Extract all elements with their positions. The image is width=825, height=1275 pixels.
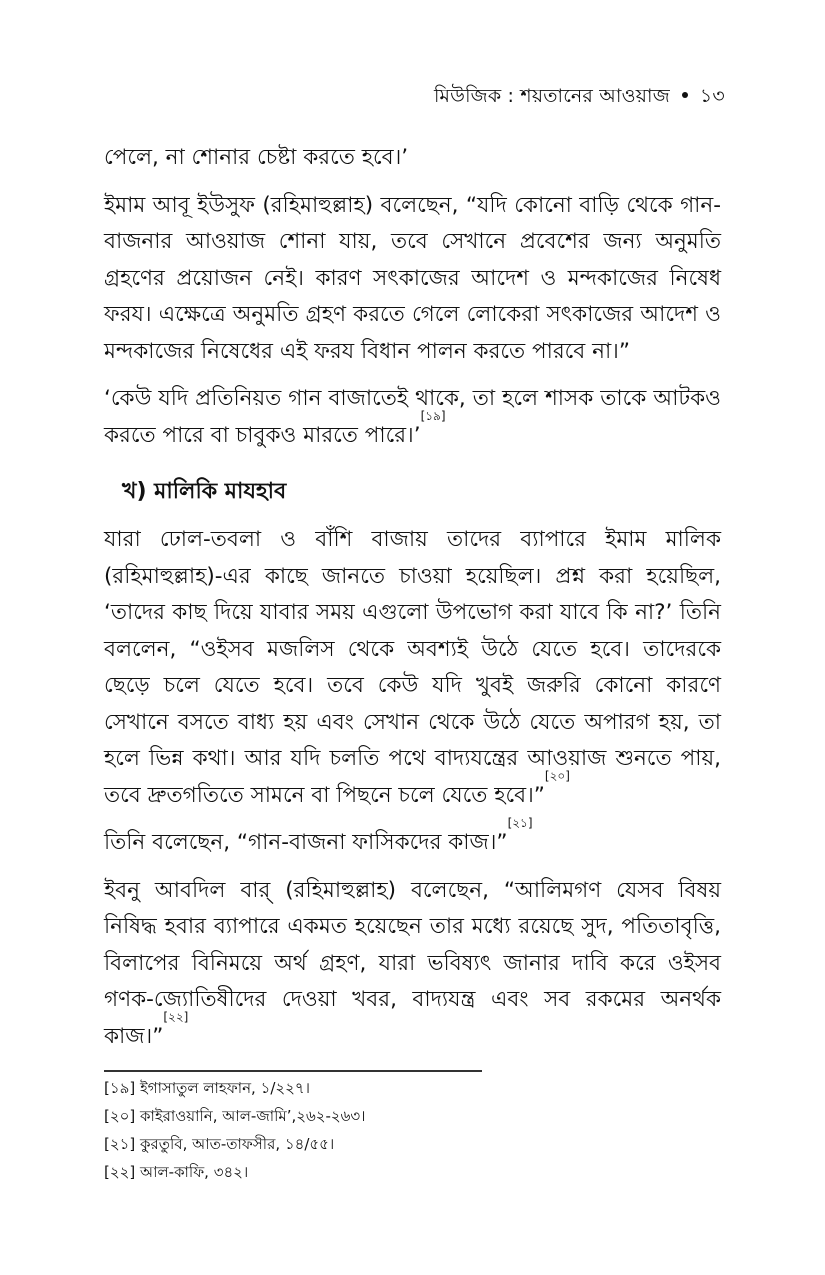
footnote-ref-20: [২০]: [544, 768, 570, 783]
paragraph-4-text: যারা ঢোল-তবলা ও বাঁশি বাজায় তাদের ব্যাপারে ইমাম মালিক (রহিমাহুল্লাহ)-এর কাছে জানতে চাওয়া হয়েছিল। প্রশ্ন করা হয়েছিল, ‘তাদের কাছ দিয়ে যাবার সময় এগুলো উপভোগ করা যাবে কি না?’ তিনি বললেন, “ওইসব মজলিস থেকে অবশ্যই উঠে যেতে হবে। তাদেরকে ছেড়ে চলে যেতে হবে। তবে কেউ যদি খুবই জরুরি কোনো কারণে সেখানে বসতে বাধ্য হয় এবং সেখান থেকে উঠে যেতে অপারগ হয়, তা হলে ভিন্ন কথা। আর যদি চলতি পথে বাদ্যযন্ত্রের আওয়াজ শুনতে পায়, তবে দ্রুতগতিতে সামনে বা পিছনে চলে যেতে হবে।”: [104, 527, 721, 808]
footnote-19: [১৯] ইগাসাতুল লাহফান, ১/২২৭।: [104, 1079, 310, 1097]
paragraph-1: পেলে, না শোনার চেষ্টা করতে হবে।’: [104, 145, 409, 170]
footnote-20: [২০] কাইরাওয়ানি, আল-জামি’,২৬২-২৬৩।: [104, 1107, 366, 1125]
footnote-22: [২২] আল-কাফি, ৩৪২।: [104, 1163, 249, 1181]
paragraph-4: [104, 522, 721, 814]
footnote-21: [২১] কুরতুবি, আত-তাফসীর, ১৪/৫৫।: [104, 1135, 335, 1153]
paragraph-2: ইমাম আবূ ইউসুফ (রহিমাহুল্লাহ) বলেছেন, “যদি কোনো বাড়ি থেকে গান-বাজনার আওয়াজ শোনা যায়, তবে সেখানে প্রবেশের জন্য অনুমতি গ্রহণের প্রয়োজন নেই। কারণ সৎকাজের আদেশ ও মন্দকাজের নিষেধ ফরয। এক্ষেত্রে অনুমতি গ্রহণ করতে গেলে লোকেরা সৎকাজের আদেশ ও মন্দকাজের নিষেধের এই ফরয বিধান পালন করতে পারবে না।”: [104, 192, 721, 364]
bullet-separator: [682, 92, 688, 98]
footnote-ref-22: [২২]: [163, 1009, 189, 1024]
body-text: [104, 140, 721, 1055]
paragraph-3-text: ‘কেউ যদি প্রতিনিয়ত গান বাজাতেই থাকে, তা হলে শাসক তাকে আটকও করতে পারে বা চাবুকও মারতে পারে।’: [104, 386, 721, 448]
paragraph-3: [104, 381, 721, 454]
paragraph-5: [104, 816, 721, 862]
paragraph-6-text: ইবনু আবদিল বার্ (রহিমাহুল্লাহ) বলেছেন, “আলিমগণ যেসব বিষয় নিষিদ্ধ হবার ব্যাপারে একমত হয়েছেন তার মধ্যে রয়েছে সুদ, পতিতাবৃত্তি, বিলাপের বিনিময়ে অর্থ গ্রহণ, যারা ভবিষ্যৎ জানার দাবি করে ওইসব গণক-জ্যোতিষীদের দেওয়া খবর, বাদ্যযন্ত্র এবং সব রকমের অনর্থক কাজ।”: [104, 877, 721, 1049]
footnote-ref-21: [২১]: [507, 816, 533, 830]
paragraph-6: [104, 873, 721, 1056]
page-number: ১৩: [699, 85, 725, 107]
running-header: [434, 82, 725, 114]
paragraph-5-text: তিনি বলেছেন, “গান-বাজনা ফাসিকদের কাজ।”: [104, 830, 508, 855]
footnote-divider: [104, 1070, 482, 1072]
section-heading: খ) মালিকি মাযহাব: [122, 479, 287, 504]
footnote-ref-19: [১৯]: [420, 408, 446, 423]
running-title: মিউজিক : শয়তানের আওয়াজ: [434, 85, 670, 107]
footnotes: [104, 1074, 721, 1186]
